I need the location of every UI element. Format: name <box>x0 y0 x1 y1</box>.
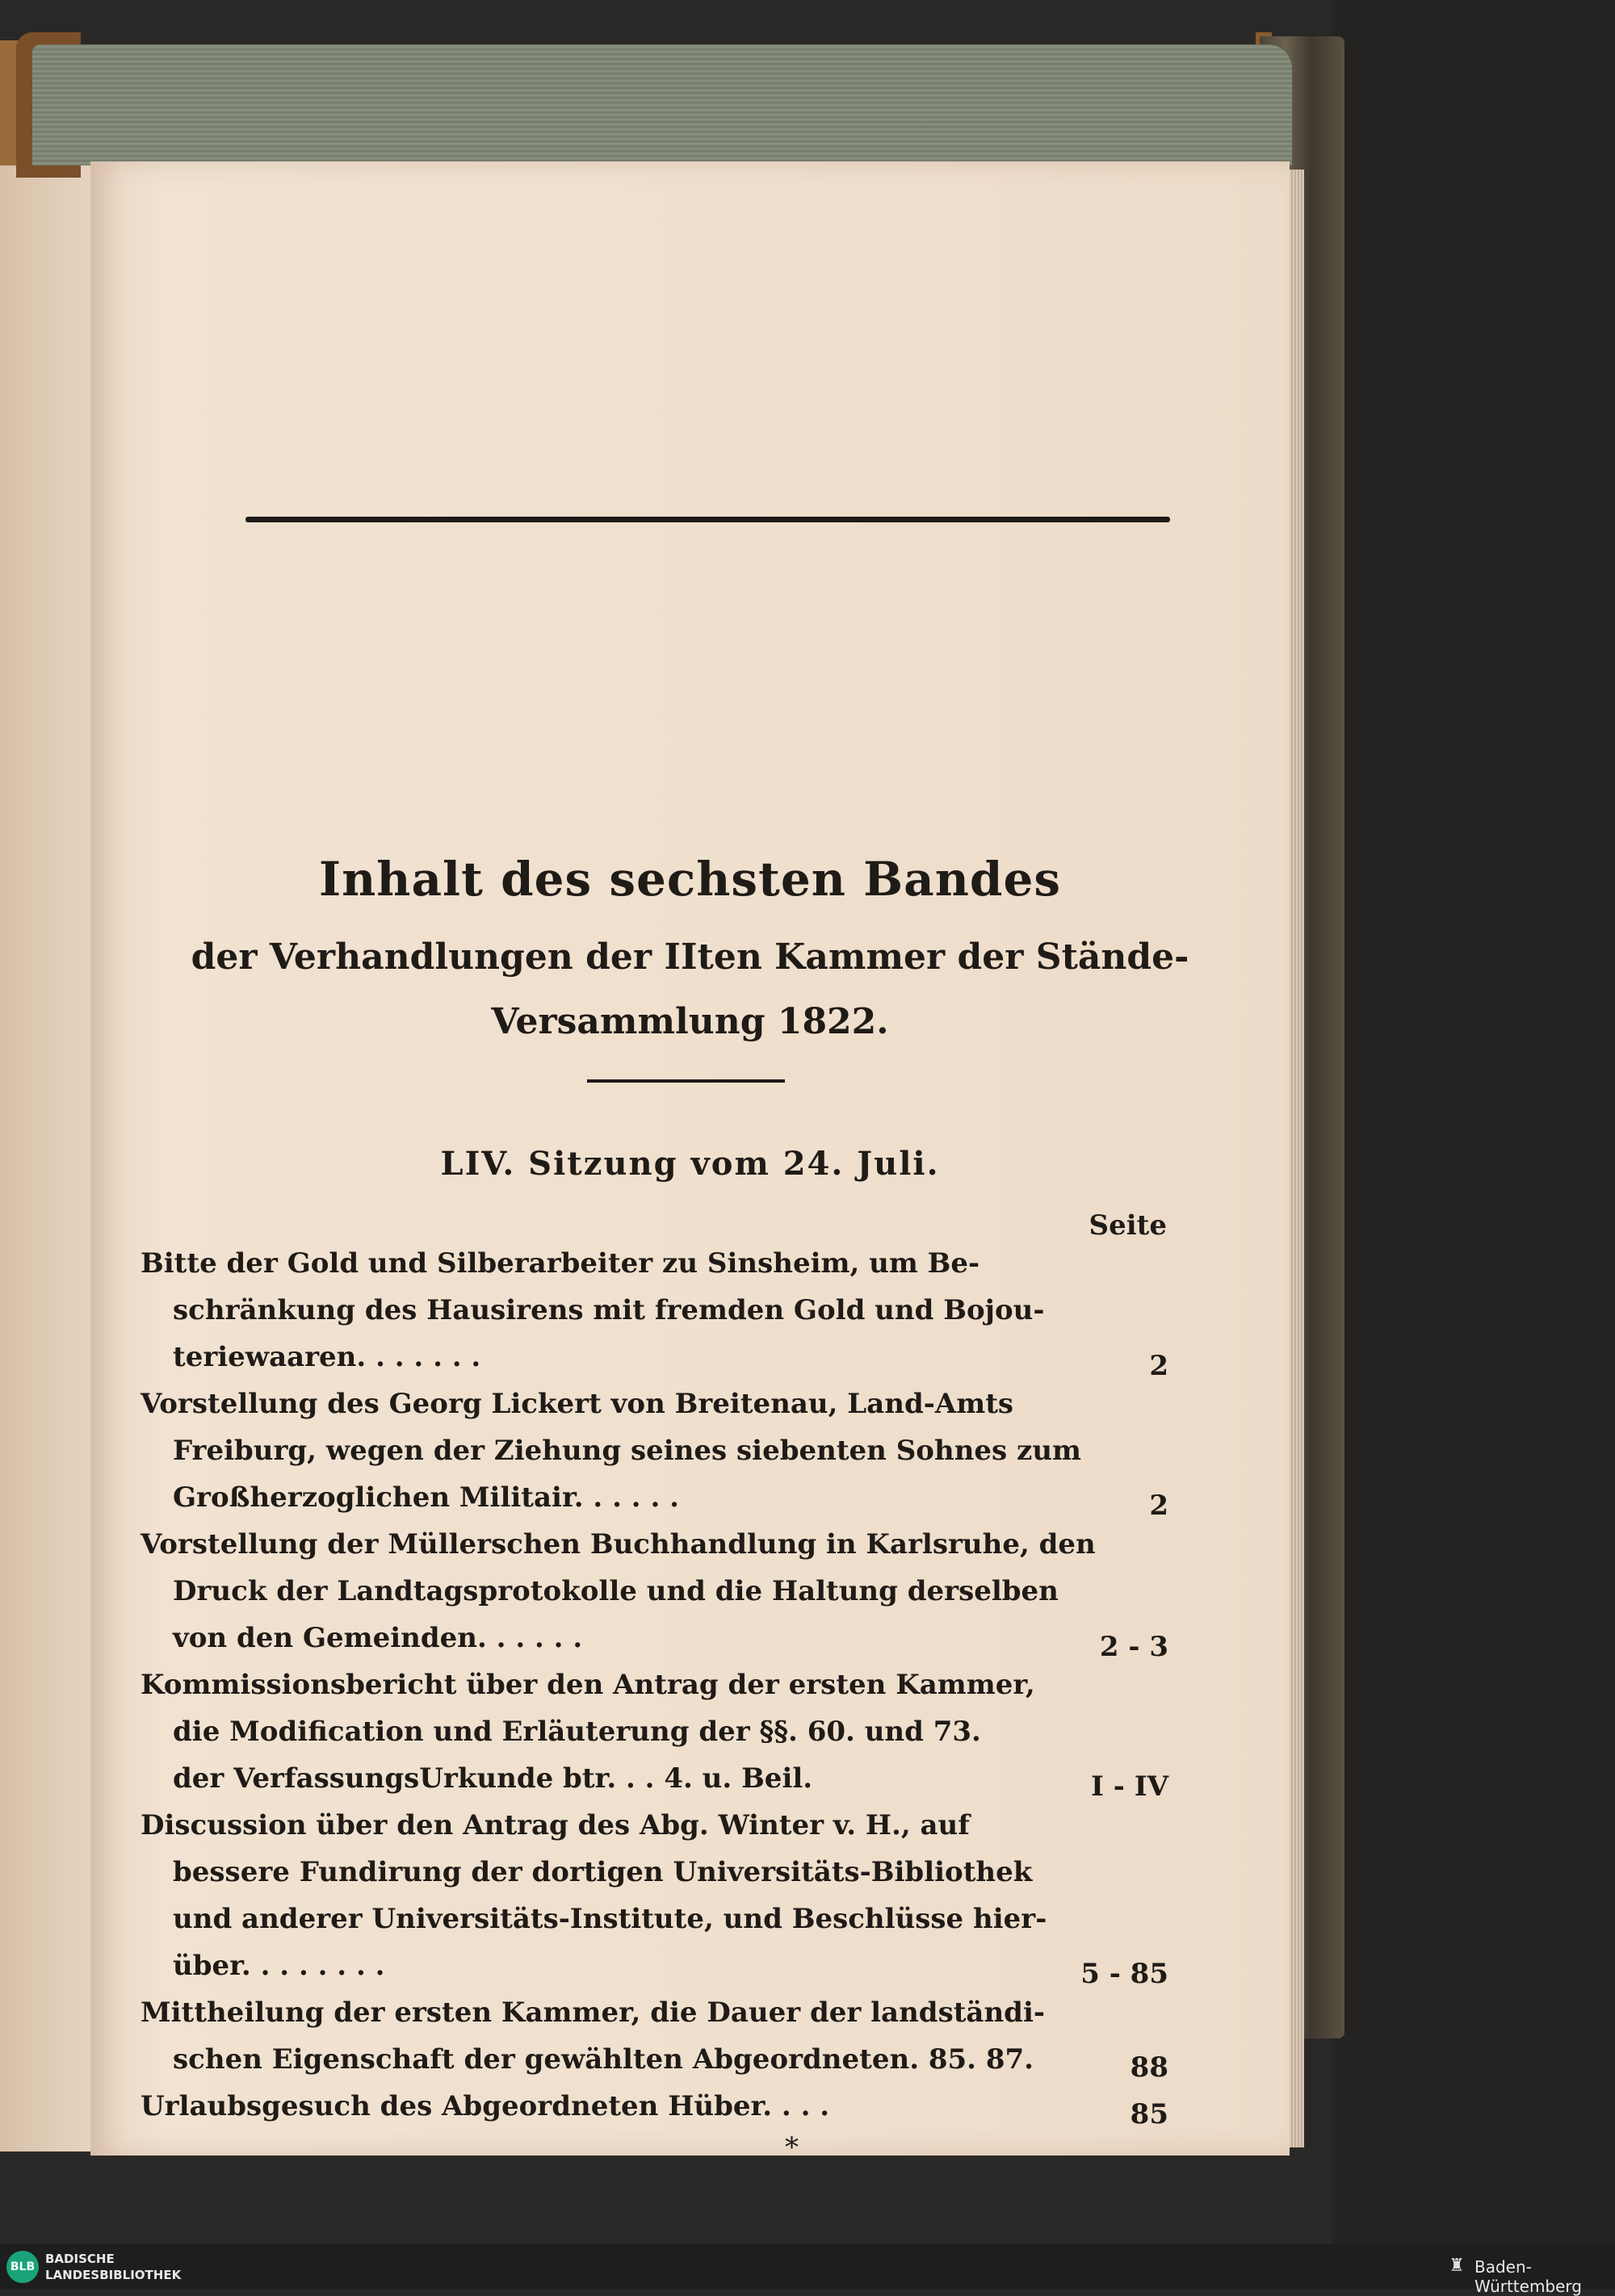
title-divider <box>587 1079 785 1083</box>
scanner-backdrop <box>1332 0 1615 2244</box>
toc-entry-page: 88 <box>1130 2051 1168 2084</box>
baden-wuerttemberg-crest-icon[interactable]: ♜ <box>1449 2256 1465 2276</box>
toc-entry-page: I - IV <box>1091 1770 1168 1803</box>
toc-entry-line: schränkung des Hausirens mit fremden Gold und Bojou- <box>173 1294 1045 1326</box>
viewer-footer-bar <box>0 2244 1615 2289</box>
toc-entry-line: teriewaaren. . . . . . . <box>173 1341 481 1373</box>
document-page <box>90 161 1290 2164</box>
toc-entry-page: 2 - 3 <box>1099 1631 1168 1663</box>
toc-entry-page: 5 - 85 <box>1080 1958 1168 1990</box>
toc-entry-line: Freiburg, wegen der Ziehung seines siebenten Sohnes zum <box>173 1435 1082 1467</box>
library-name[interactable] <box>45 2251 181 2283</box>
volume-title: Inhalt des sechsten Bandes <box>319 852 1061 907</box>
toc-entry-page: 85 <box>1130 2098 1168 2131</box>
toc-entry-line: Großherzoglichen Militair. . . . . . <box>173 1481 679 1514</box>
toc-entry-line: bessere Fundirung der dortigen Universitäts-Bibliothek <box>173 1856 1033 1888</box>
toc-entry-line: Druck der Landtagsprotokolle und die Haltung derselben <box>173 1575 1059 1607</box>
volume-subtitle-line1: der Verhandlungen der IIten Kammer der Stände- <box>191 936 1189 978</box>
page-block-top <box>32 44 1292 165</box>
toc-entry-line: Mittheilung der ersten Kammer, die Dauer der landständi- <box>141 1996 1045 2029</box>
volume-subtitle-line2: Versammlung 1822. <box>491 1001 889 1042</box>
blb-logo-icon[interactable]: BLB <box>6 2251 39 2283</box>
toc-entry-line: Bitte der Gold und Silberarbeiter zu Sinsheim, um Be- <box>141 1247 980 1280</box>
toc-entry-line: und anderer Universitäts-Institute, und Beschlüsse hier- <box>173 1903 1047 1935</box>
toc-entry-line: Discussion über den Antrag des Abg. Winter v. H., auf <box>141 1809 970 1841</box>
page-stack-edge <box>1290 170 1304 2147</box>
previous-page-edge <box>0 165 97 2151</box>
toc-entry-line: schen Eigenschaft der gewählten Abgeordneten. 85. 87. <box>173 2043 1034 2076</box>
toc-entry-page: 2 <box>1149 1350 1168 1382</box>
header-rule <box>245 517 1170 522</box>
toc-entry-line: Urlaubsgesuch des Abgeordneten Hüber. . . . <box>141 2090 830 2122</box>
session-heading: LIV. Sitzung vom 24. Juli. <box>440 1145 940 1183</box>
page-column-label: Seite <box>1089 1209 1167 1242</box>
toc-entry-line: Vorstellung der Müllerschen Buchhandlung in Karlsruhe, den <box>141 1528 1096 1561</box>
toc-entry-line: von den Gemeinden. . . . . . <box>173 1622 583 1654</box>
toc-entry-line: die Modification und Erläuterung der §§. 60. und 73. <box>173 1716 981 1748</box>
library-name-line2: LANDESBIBLIOTHEK <box>45 2268 182 2282</box>
toc-entry-line: über. . . . . . . . <box>173 1950 385 1982</box>
state-name[interactable]: Baden-Württemberg <box>1474 2257 1582 2296</box>
toc-entry-line: Kommissionsbericht über den Antrag der ersten Kammer, <box>141 1669 1035 1701</box>
catchword-mark: * <box>785 2131 799 2164</box>
library-name-line1: BADISCHE <box>45 2252 115 2266</box>
toc-entry-page: 2 <box>1149 1489 1168 1522</box>
toc-entry-line: der VerfassungsUrkunde btr. . . 4. u. Beil. <box>173 1762 813 1795</box>
toc-entry-line: Vorstellung des Georg Lickert von Breitenau, Land-Amts <box>141 1388 1014 1420</box>
